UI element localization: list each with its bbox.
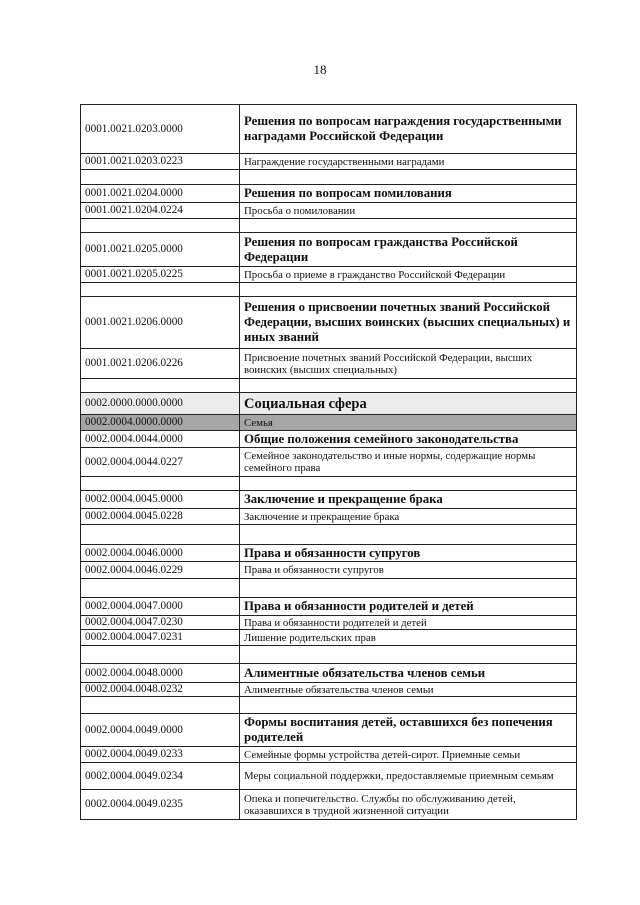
code-cell: 0001.0021.0203.0000 bbox=[81, 105, 240, 154]
description-cell: Заключение и прекращение брака bbox=[240, 491, 577, 509]
description-cell: Общие положения семейного законодательства bbox=[240, 431, 577, 448]
code-cell: 0002.0004.0049.0000 bbox=[81, 714, 240, 747]
code-cell: 0002.0004.0048.0000 bbox=[81, 664, 240, 683]
code-cell: 0002.0004.0047.0000 bbox=[81, 598, 240, 616]
description-cell: Семья bbox=[240, 415, 577, 431]
spacer-row bbox=[81, 646, 577, 664]
code-cell: 0002.0004.0044.0000 bbox=[81, 431, 240, 448]
description-cell: Права и обязанности супругов bbox=[240, 562, 577, 579]
code-cell bbox=[81, 646, 240, 664]
description-cell: Решения по вопросам помилования bbox=[240, 185, 577, 203]
description-cell: Просьба о помиловании bbox=[240, 203, 577, 219]
table-row bbox=[81, 154, 577, 170]
description-cell: Опека и попечительство. Службы по обслуживанию детей, оказавшихся в трудной жизненной ситуации bbox=[240, 790, 577, 820]
code-cell: 0001.0021.0205.0225 bbox=[81, 267, 240, 283]
code-cell: 0002.0004.0048.0232 bbox=[81, 683, 240, 697]
group-heading-row bbox=[81, 431, 577, 448]
table-row bbox=[81, 448, 577, 477]
code-cell: 0002.0004.0045.0228 bbox=[81, 509, 240, 525]
code-cell bbox=[81, 379, 240, 393]
code-cell: 0002.0004.0047.0230 bbox=[81, 616, 240, 630]
description-cell: Заключение и прекращение брака bbox=[240, 509, 577, 525]
table-row bbox=[81, 616, 577, 630]
spacer-row bbox=[81, 170, 577, 185]
description-cell bbox=[240, 170, 577, 185]
table-row bbox=[81, 683, 577, 697]
spacer-row bbox=[81, 477, 577, 491]
code-cell: 0002.0004.0046.0229 bbox=[81, 562, 240, 579]
code-cell: 0002.0004.0046.0000 bbox=[81, 545, 240, 562]
table-row bbox=[81, 747, 577, 763]
code-cell: 0001.0021.0206.0226 bbox=[81, 349, 240, 379]
description-cell: Решения по вопросам гражданства Российской Федерации bbox=[240, 233, 577, 267]
description-cell: Алиментные обязательства членов семьи bbox=[240, 683, 577, 697]
code-cell: 0002.0004.0049.0235 bbox=[81, 790, 240, 820]
code-cell bbox=[81, 219, 240, 233]
code-cell bbox=[81, 697, 240, 714]
description-cell bbox=[240, 579, 577, 598]
spacer-row bbox=[81, 219, 577, 233]
page-number: 18 bbox=[313, 62, 327, 77]
description-cell bbox=[240, 379, 577, 393]
code-cell bbox=[81, 170, 240, 185]
code-cell: 0002.0004.0045.0000 bbox=[81, 491, 240, 509]
group-heading-row bbox=[81, 491, 577, 509]
spacer-row bbox=[81, 283, 577, 297]
table-row bbox=[81, 509, 577, 525]
group-heading-row bbox=[81, 185, 577, 203]
code-cell: 0002.0000.0000.0000 bbox=[81, 393, 240, 415]
classifier-table bbox=[80, 104, 577, 820]
code-cell: 0002.0004.0049.0233 bbox=[81, 747, 240, 763]
code-cell: 0001.0021.0204.0224 bbox=[81, 203, 240, 219]
description-cell: Права и обязанности родителей и детей bbox=[240, 598, 577, 616]
group-heading-row bbox=[81, 105, 577, 154]
description-cell bbox=[240, 697, 577, 714]
description-cell: Лишение родительских прав bbox=[240, 630, 577, 646]
code-cell: 0002.0004.0000.0000 bbox=[81, 415, 240, 431]
code-cell: 0001.0021.0203.0223 bbox=[81, 154, 240, 170]
description-cell: Алиментные обязательства членов семьи bbox=[240, 664, 577, 683]
spacer-row bbox=[81, 579, 577, 598]
description-cell: Меры социальной поддержки, предоставляемые приемным семьям bbox=[240, 763, 577, 790]
code-cell bbox=[81, 283, 240, 297]
group-heading-row bbox=[81, 545, 577, 562]
description-cell: Права и обязанности родителей и детей bbox=[240, 616, 577, 630]
description-cell: Награждение государственными наградами bbox=[240, 154, 577, 170]
code-cell: 0001.0021.0204.0000 bbox=[81, 185, 240, 203]
spacer-row bbox=[81, 379, 577, 393]
code-cell: 0002.0004.0044.0227 bbox=[81, 448, 240, 477]
description-cell bbox=[240, 646, 577, 664]
description-cell bbox=[240, 283, 577, 297]
table-row bbox=[81, 790, 577, 820]
table-row bbox=[81, 630, 577, 646]
description-cell: Просьба о приеме в гражданство Российской Федерации bbox=[240, 267, 577, 283]
group-heading-row bbox=[81, 664, 577, 683]
code-cell bbox=[81, 477, 240, 491]
description-cell: Семейное законодательство и иные нормы, содержащие нормы семейного права bbox=[240, 448, 577, 477]
table-row bbox=[81, 203, 577, 219]
code-cell: 0001.0021.0205.0000 bbox=[81, 233, 240, 267]
description-cell: Решения по вопросам награждения государственными наградами Российской Федерации bbox=[240, 105, 577, 154]
code-cell: 0002.0004.0049.0234 bbox=[81, 763, 240, 790]
code-cell: 0001.0021.0206.0000 bbox=[81, 297, 240, 349]
table-row bbox=[81, 562, 577, 579]
group-heading-row bbox=[81, 714, 577, 747]
description-cell bbox=[240, 477, 577, 491]
subsection-row bbox=[81, 415, 577, 431]
code-cell: 0002.0004.0047.0231 bbox=[81, 630, 240, 646]
group-heading-row bbox=[81, 233, 577, 267]
description-cell bbox=[240, 219, 577, 233]
code-cell bbox=[81, 579, 240, 598]
code-cell bbox=[81, 525, 240, 545]
spacer-row bbox=[81, 525, 577, 545]
section-row bbox=[81, 393, 577, 415]
description-cell bbox=[240, 525, 577, 545]
description-cell: Семейные формы устройства детей-сирот. Приемные семьи bbox=[240, 747, 577, 763]
group-heading-row bbox=[81, 598, 577, 616]
table-row bbox=[81, 763, 577, 790]
table-row bbox=[81, 349, 577, 379]
description-cell: Права и обязанности супругов bbox=[240, 545, 577, 562]
description-cell: Решения о присвоении почетных званий Российской Федерации, высших воинских (высших специальных) и иных званий bbox=[240, 297, 577, 349]
description-cell: Присвоение почетных званий Российской Федерации, высших воинских (высших специальных) bbox=[240, 349, 577, 379]
spacer-row bbox=[81, 697, 577, 714]
table-row bbox=[81, 267, 577, 283]
group-heading-row bbox=[81, 297, 577, 349]
description-cell: Социальная сфера bbox=[240, 393, 577, 415]
description-cell: Формы воспитания детей, оставшихся без попечения родителей bbox=[240, 714, 577, 747]
